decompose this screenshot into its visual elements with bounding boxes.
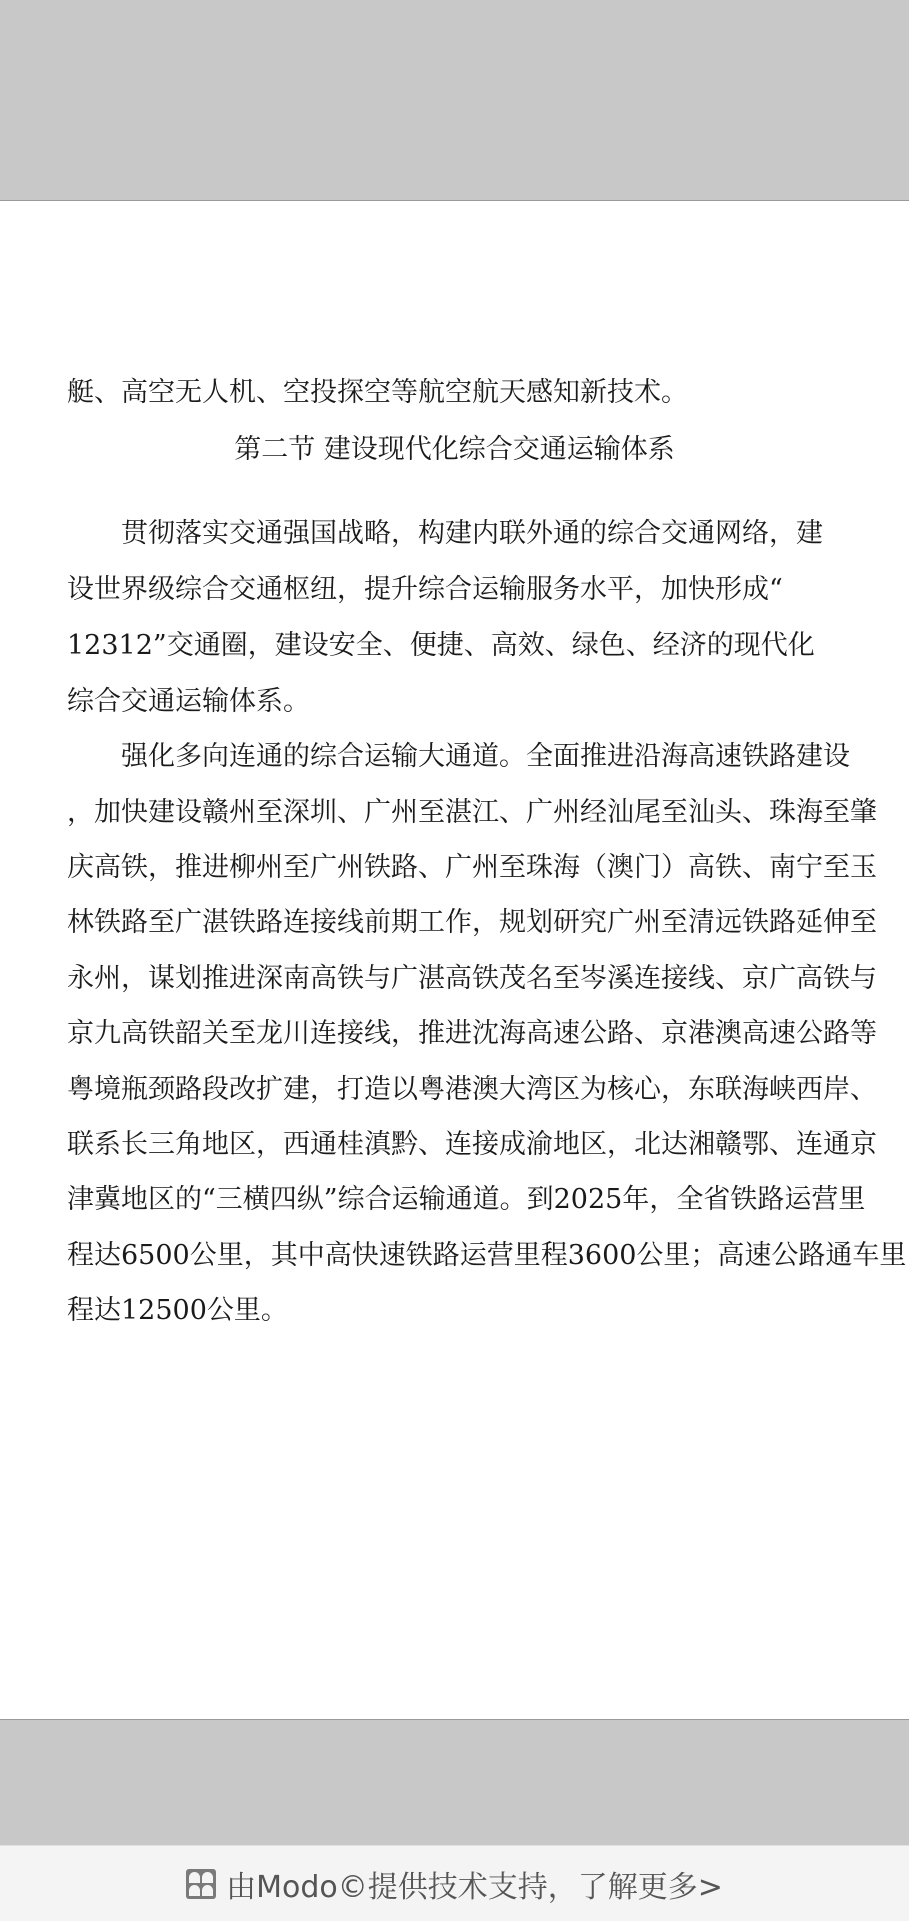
viewer-bottom-margin (0, 1720, 909, 1845)
text-line: 程达12500公里。 (67, 1295, 288, 1326)
text-line: 联系长三角地区，西通桂滇黔、连接成渝地区，北达湘赣鄂、连通京 (67, 1129, 877, 1160)
text-line: 贯彻落实交通强国战略，构建内联外通的综合交通网络，建 (121, 518, 823, 549)
text-line: 永州，谋划推进深南高铁与广湛高铁茂名至岑溪连接线、京广高铁与 (67, 963, 877, 994)
text-line: 强化多向连通的综合运输大通道。全面推进沿海高速铁路建设 (121, 741, 850, 772)
text-line: 12312”交通圈，建设安全、便捷、高效、绿色、经济的现代化 (67, 630, 815, 661)
text-line: 庆高铁，推进柳州至广州铁路、广州至珠海（澳门）高铁、南宁至玉 (67, 852, 877, 883)
text-line: 程达6500公里，其中高快速铁路运营里程3600公里；高速公路通车里 (67, 1240, 907, 1271)
document-page (0, 200, 909, 1720)
text-line: ，加快建设赣州至深圳、广州至湛江、广州经汕尾至汕头、珠海至肇 (67, 797, 877, 828)
modo-support-text: 由Modo©提供技术支持，了解更多> (226, 1869, 723, 1905)
text-line: 粤境瓶颈路段改扩建，打造以粤港澳大湾区为核心，东联海峡西岸、 (67, 1074, 877, 1105)
modo-support-link[interactable] (0, 1845, 909, 1921)
text-line: 津冀地区的“三横四纵”综合运输通道。到2025年，全省铁路运营里 (67, 1184, 866, 1215)
modo-logo-icon (186, 1869, 216, 1899)
text-line: 京九高铁韶关至龙川连接线，推进沈海高速公路、京港澳高速公路等 (67, 1018, 877, 1049)
text-line: 艇、高空无人机、空投探空等航空航天感知新技术。 (67, 377, 688, 408)
viewer-top-margin (0, 0, 909, 200)
text-line: 综合交通运输体系。 (67, 686, 310, 717)
text-line: 设世界级综合交通枢纽，提升综合运输服务水平，加快形成“ (67, 574, 783, 605)
text-line: 林铁路至广湛铁路连接线前期工作，规划研究广州至清远铁路延伸至 (67, 907, 877, 938)
section-heading: 第二节 建设现代化综合交通运输体系 (234, 434, 675, 465)
